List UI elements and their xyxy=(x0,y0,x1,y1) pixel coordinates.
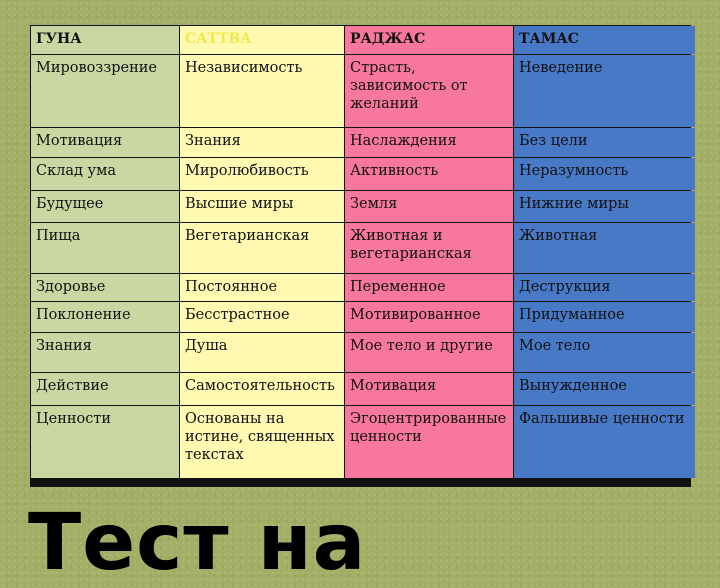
header-tamas: ТАМАС xyxy=(514,26,695,54)
tamas-cell: Без цели xyxy=(514,128,695,157)
sattva-cell: Знания xyxy=(180,128,344,157)
rajas-cell: Страсть, зависимость от желаний xyxy=(345,55,513,127)
sattva-cell: Основаны на истине, священных текстах xyxy=(180,406,344,478)
rajas-cell: Земля xyxy=(345,191,513,222)
tamas-cell: Деструкция xyxy=(514,274,695,301)
rajas-cell: Мотивированное xyxy=(345,302,513,332)
row-label: Поклонение xyxy=(31,302,179,332)
tamas-cell: Вынужденное xyxy=(514,373,695,405)
row-label: Действие xyxy=(31,373,179,405)
tamas-cell: Придуманное xyxy=(514,302,695,332)
rajas-cell: Эгоцентрированные ценности xyxy=(345,406,513,478)
tamas-cell: Мое тело xyxy=(514,333,695,372)
rajas-cell: Переменное xyxy=(345,274,513,301)
row-label: Склад ума xyxy=(31,158,179,190)
tamas-cell: Животная xyxy=(514,223,695,273)
guna-table xyxy=(30,25,691,487)
sattva-cell: Независимость xyxy=(180,55,344,127)
header-rajas: РАДЖАС xyxy=(345,26,513,54)
tamas-cell: Фальшивые ценности xyxy=(514,406,695,478)
sattva-cell: Постоянное xyxy=(180,274,344,301)
sattva-cell: Душа xyxy=(180,333,344,372)
tamas-cell: Нижние миры xyxy=(514,191,695,222)
bottom-heading: Тест на xyxy=(28,498,367,588)
sattva-cell: Вегетарианская xyxy=(180,223,344,273)
tamas-cell: Неразумность xyxy=(514,158,695,190)
rajas-cell: Мое тело и другие xyxy=(345,333,513,372)
header-guna: ГУНА xyxy=(31,26,179,54)
rajas-cell: Активность xyxy=(345,158,513,190)
rajas-cell: Наслаждения xyxy=(345,128,513,157)
sattva-cell: Миролюбивость xyxy=(180,158,344,190)
sattva-cell: Самостоятельность xyxy=(180,373,344,405)
rajas-cell: Животная и вегетарианская xyxy=(345,223,513,273)
sattva-cell: Бесстрастное xyxy=(180,302,344,332)
row-label: Будущее xyxy=(31,191,179,222)
row-label: Знания xyxy=(31,333,179,372)
sattva-cell: Высшие миры xyxy=(180,191,344,222)
row-label: Мотивация xyxy=(31,128,179,157)
row-label: Здоровье xyxy=(31,274,179,301)
row-label: Мировоззрение xyxy=(31,55,179,127)
rajas-cell: Мотивация xyxy=(345,373,513,405)
row-label: Ценности xyxy=(31,406,179,478)
header-sattva: САТТВА xyxy=(180,26,344,54)
row-label: Пища xyxy=(31,223,179,273)
tamas-cell: Неведение xyxy=(514,55,695,127)
